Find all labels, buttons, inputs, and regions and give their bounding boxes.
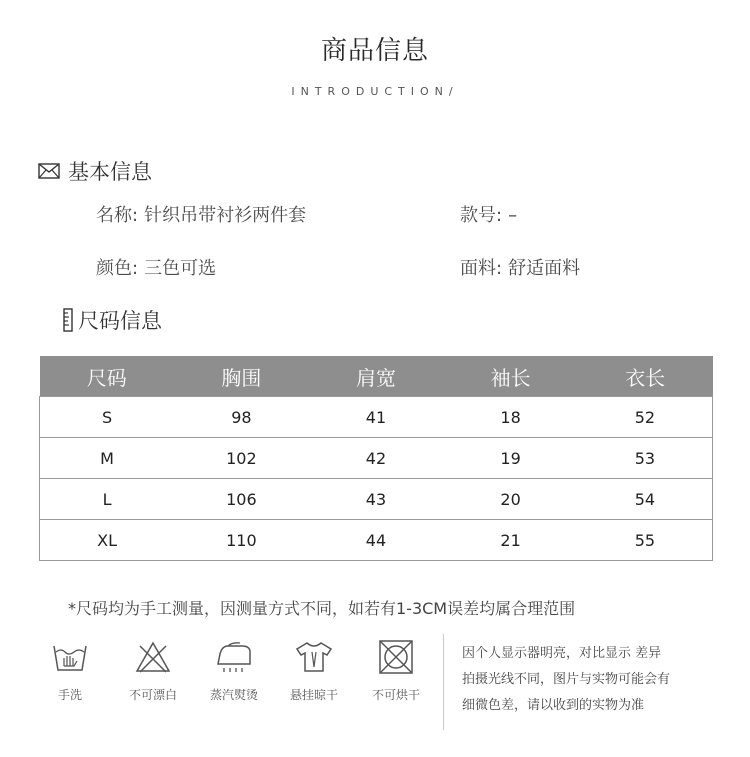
name-label: 名称: [96, 205, 139, 226]
no-bleach-icon [135, 640, 171, 674]
table-row [40, 438, 713, 479]
care-label: 蒸汽熨烫 [209, 688, 258, 702]
care-label: 不可烘干 [371, 688, 420, 702]
table-cell: 44 [309, 520, 444, 561]
table-row [40, 397, 713, 438]
page-title: 商品信息 [320, 36, 429, 66]
divider [443, 634, 444, 730]
care-label: 不可漂白 [128, 688, 177, 702]
name-value: 针织吊带衬衫两件套 [144, 205, 307, 226]
table-cell: 52 [578, 397, 713, 438]
hand-wash-icon [52, 640, 88, 674]
ruler-icon [62, 308, 74, 332]
table-row [40, 479, 713, 520]
table-cell: 55 [578, 520, 713, 561]
table-cell: 53 [578, 438, 713, 479]
table-cell: 110 [174, 520, 309, 561]
table-cell: 43 [309, 479, 444, 520]
color-value: 三色可选 [144, 258, 217, 279]
page-subtitle: INTRODUCTION/ [291, 85, 459, 98]
product-color [96, 254, 216, 280]
product-fabric [460, 254, 580, 280]
care-steam-iron [199, 640, 269, 703]
care-hang-dry [279, 640, 349, 703]
envelope-icon [38, 163, 60, 179]
table-cell: 21 [443, 520, 578, 561]
table-cell: 41 [309, 397, 444, 438]
care-label: 悬挂晾干 [289, 688, 338, 702]
table-cell: 98 [174, 397, 309, 438]
care-label: 手洗 [57, 688, 82, 702]
table-cell: 106 [174, 479, 309, 520]
disclaimer-line: 拍摄光线不同，图片与实物可能会有 [462, 672, 671, 687]
care-hand-wash [35, 640, 105, 703]
table-cell: M [40, 438, 175, 479]
table-cell: 18 [443, 397, 578, 438]
no-tumble-dry-icon [378, 640, 414, 674]
table-cell: 102 [174, 438, 309, 479]
table-row [40, 520, 713, 561]
model-value: – [508, 205, 518, 226]
header-chest: 胸围 [174, 356, 309, 397]
size-info-heading [62, 305, 162, 335]
size-info-title: 尺码信息 [78, 309, 162, 333]
table-cell: S [40, 397, 175, 438]
disclaimer-line: 细微色差，请以收到的实物为准 [462, 698, 645, 713]
color-label: 颜色: [96, 258, 139, 279]
table-cell: 42 [309, 438, 444, 479]
table-cell: 20 [443, 479, 578, 520]
color-disclaimer [462, 641, 722, 719]
table-cell: XL [40, 520, 175, 561]
table-cell: 54 [578, 479, 713, 520]
care-no-tumble-dry [361, 640, 431, 703]
header-shoulder: 肩宽 [309, 356, 444, 397]
header-size: 尺码 [40, 356, 175, 397]
table-cell: 19 [443, 438, 578, 479]
steam-iron-icon [214, 640, 254, 674]
product-model [460, 201, 517, 227]
header-length: 衣长 [578, 356, 713, 397]
fabric-label: 面料: [460, 258, 503, 279]
fabric-value: 舒适面料 [508, 258, 581, 279]
header-sleeve: 袖长 [443, 356, 578, 397]
hang-dry-icon [295, 640, 333, 674]
measurement-note: *尺码均为手工测量，因测量方式不同，如若有1-3CM误差均属合理范围 [68, 599, 576, 618]
basic-info-heading [38, 156, 152, 186]
size-table-header [40, 356, 713, 397]
disclaimer-line: 因个人显示器明亮，对比显示 差异 [462, 646, 662, 661]
size-table [39, 356, 713, 561]
model-label: 款号: [460, 205, 503, 226]
table-cell: L [40, 479, 175, 520]
basic-info-title: 基本信息 [68, 160, 152, 184]
care-no-bleach [118, 640, 188, 703]
product-name [96, 201, 306, 227]
